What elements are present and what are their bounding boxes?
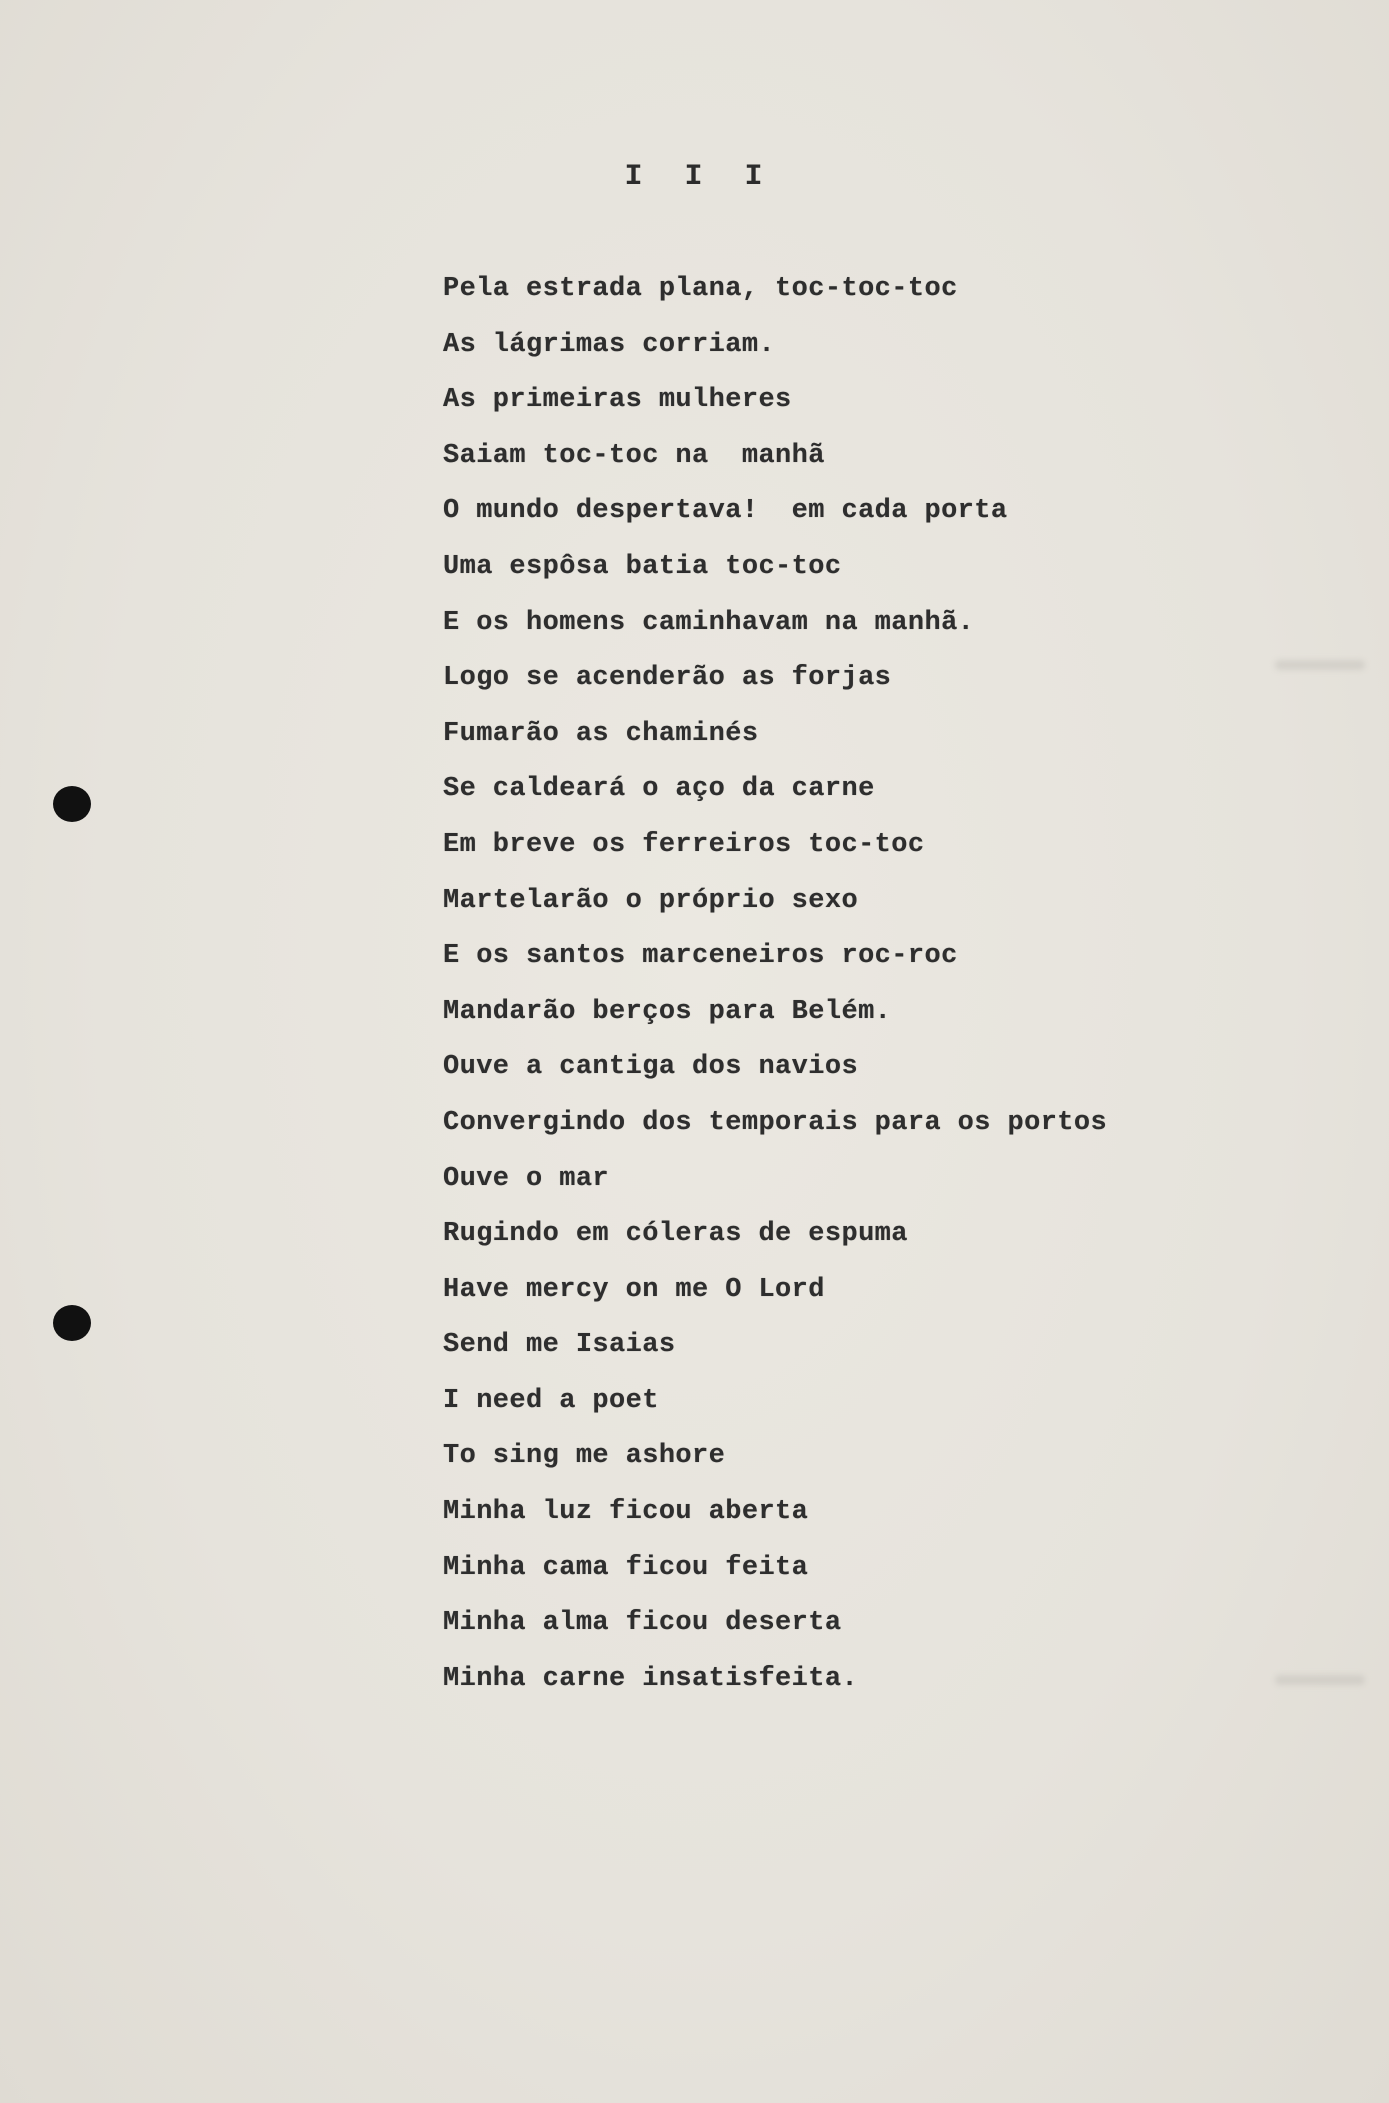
poem-line: Se caldeará o aço da carne [443, 774, 875, 805]
section-title: I I I [624, 160, 775, 194]
poem-line: Ouve a cantiga dos navios [443, 1052, 859, 1083]
poem-line: As primeiras mulheres [443, 385, 792, 416]
poem-line: O mundo despertava! em cada porta [443, 496, 1008, 527]
poem-line: Logo se acenderão as forjas [443, 663, 892, 694]
poem-line: Have mercy on me O Lord [443, 1274, 825, 1305]
poem-line: As lágrimas corriam. [443, 329, 776, 360]
poem-line: Pela estrada plana, toc-toc-toc [443, 274, 958, 304]
poem-line: Em breve os ferreiros toc-toc [443, 829, 925, 860]
poem-line: E os santos marceneiros roc-roc [443, 941, 958, 972]
poem-line: Martelarão o próprio sexo [443, 885, 859, 916]
poem-line: Rugindo em cóleras de espuma [443, 1219, 908, 1250]
paper-smudge [1275, 1675, 1365, 1685]
poem-line: Convergindo dos temporais para os portos [443, 1107, 1108, 1138]
poem-line: Ouve o mar [443, 1163, 610, 1194]
poem-text [443, 268, 1107, 1713]
poem-line: Fumarão as chaminés [443, 718, 759, 749]
poem-line: Minha carne insatisfeita. [443, 1663, 859, 1694]
punch-hole-top [53, 786, 91, 822]
poem-line: Saiam toc-toc na manhã [443, 440, 825, 471]
poem-line: E os homens caminhavam na manhã. [443, 607, 975, 638]
poem-line: Minha cama ficou feita [443, 1552, 809, 1583]
poem-line: Mandarão berços para Belém. [443, 996, 892, 1027]
poem-line: Send me Isaias [443, 1330, 676, 1361]
poem-line: Minha alma ficou deserta [443, 1608, 842, 1639]
poem-line: Uma espôsa batia toc-toc [443, 551, 842, 582]
paper-smudge [1275, 660, 1365, 670]
poem-line: Minha luz ficou aberta [443, 1497, 809, 1528]
poem-line: To sing me ashore [443, 1441, 726, 1472]
punch-hole-bottom [53, 1305, 91, 1341]
poem-line: I need a poet [443, 1385, 659, 1416]
